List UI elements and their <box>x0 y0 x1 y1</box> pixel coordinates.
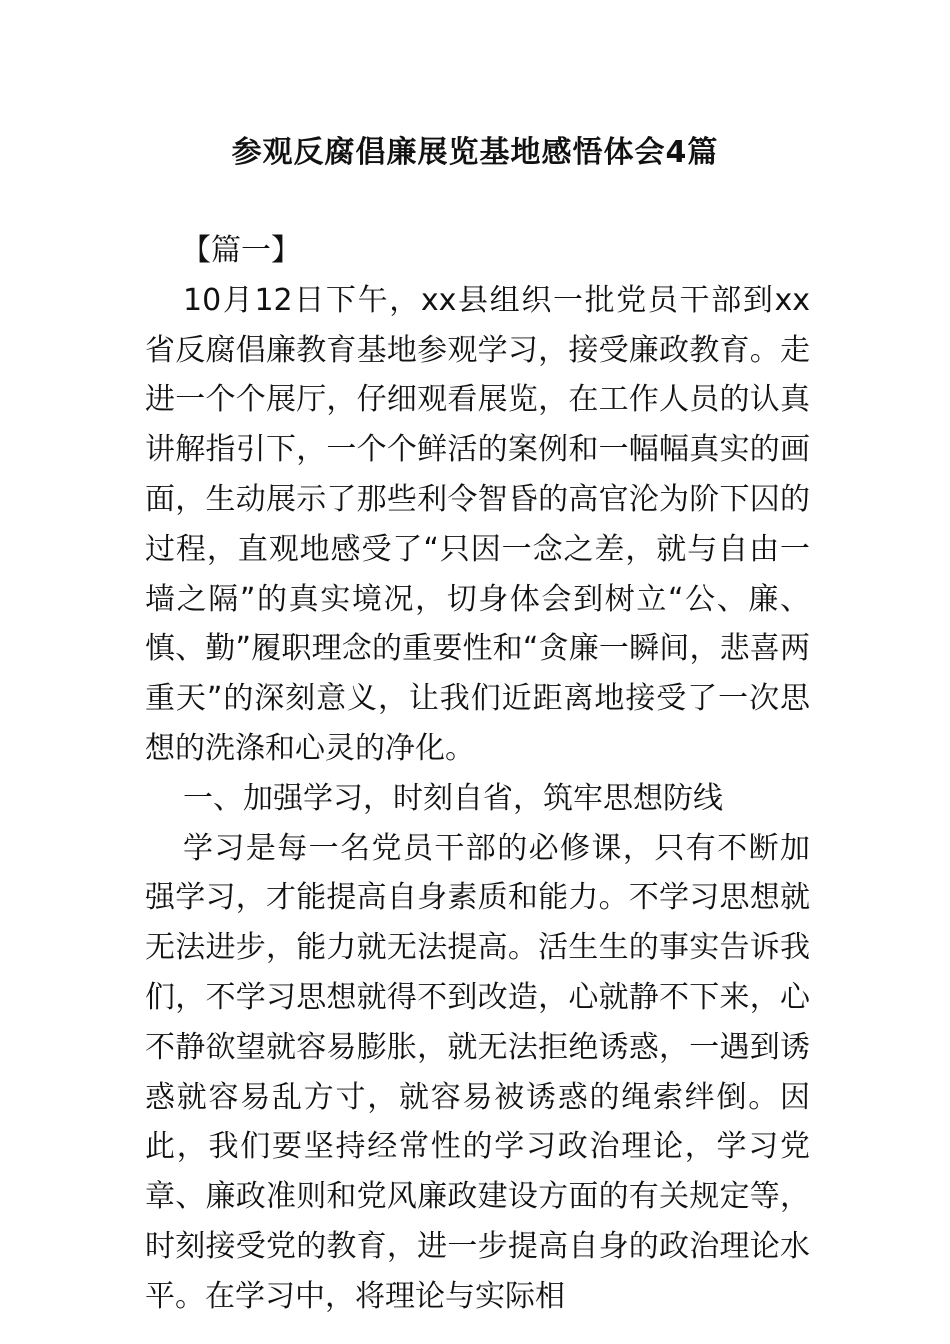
paragraph-intro: 10月12日下午，xx县组织一批党员干部到xx省反腐倡廉教育基地参观学习，接受廉政教育。走进一个个展厅，仔细观看展览，在工作人员的认真讲解指引下，一个个鲜活的案例和一幅幅真实的画面，生动展示了那些利令智昏的高官沦为阶下囚的过程，直观地感受了“只因一念之差，就与自由一墙之隔”的真实境况，切身体会到树立“公、廉、慎、勤”履职理念的重要性和“贪廉一瞬间，悲喜两重天”的深刻意义，让我们近距离地接受了一次思想的洗涤和心灵的净化。 <box>145 282 810 766</box>
section-marker: 【篇一】 <box>181 233 301 268</box>
document-body <box>145 226 810 1322</box>
document-title: 参观反腐倡廉展览基地感悟体会4篇 <box>231 135 719 170</box>
section-heading: 一、加强学习，时刻自省，筑牢思想防线 <box>183 780 723 816</box>
paragraph-study: 学习是每一名党员干部的必修课，只有不断加强学习，才能提高自身素质和能力。不学习思想就无法进步，能力就无法提高。活生生的事实告诉我们，不学习思想就得不到改造，心就静不下来，心不静欲望就容易膨胀，就无法拒绝诱惑，一遇到诱惑就容易乱方寸，就容易被诱惑的绳索绊倒。因此，我们要坚持经常性的学习政治理论，学习党章、廉政准则和党风廉政建设方面的有关规定等，时刻接受党的教育，进一步提高自身的政治理论水平。在学习中，将理论与实际相 <box>145 830 810 1314</box>
